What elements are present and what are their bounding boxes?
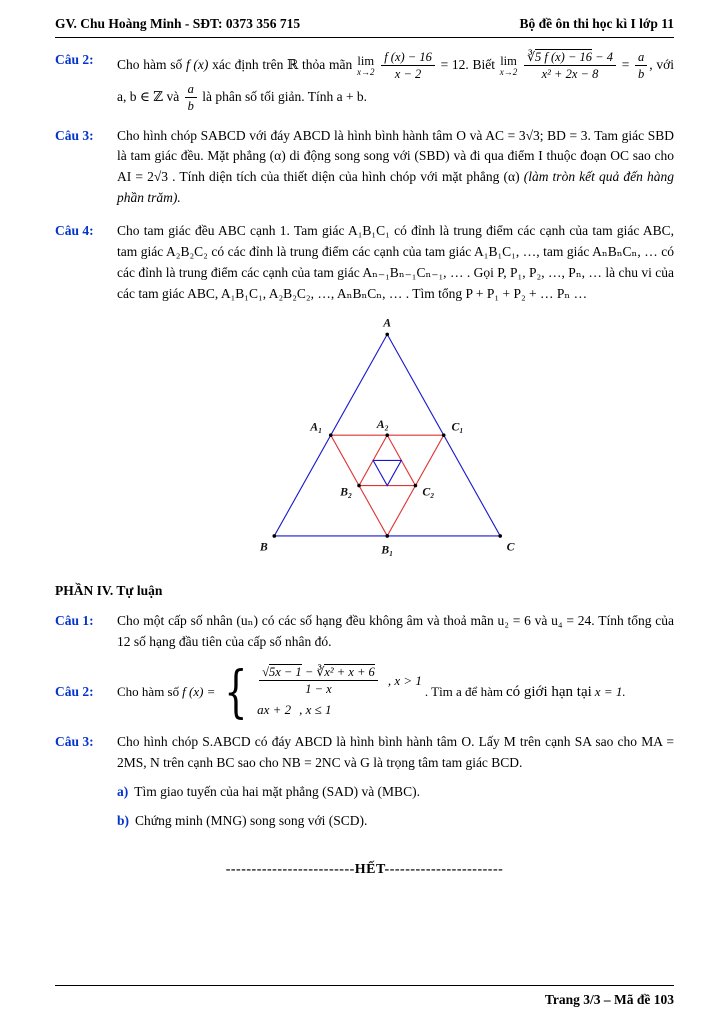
text-run: . Tìm a để hàm xyxy=(424,684,503,700)
figure-label-B2: B₂ xyxy=(340,484,353,499)
limit-operator xyxy=(500,55,518,78)
figure-label-C1: C₁ xyxy=(451,419,464,434)
radicand: 5 f (x) − 16 xyxy=(534,50,593,64)
text-run: là phân số tối giản. Tính a + b. xyxy=(202,88,368,104)
fraction-ab xyxy=(185,82,197,114)
piecewise-rows xyxy=(257,665,422,720)
piecewise-line xyxy=(117,659,674,725)
vertex-dot-B xyxy=(272,534,276,538)
figure-label-A2: A₂ xyxy=(376,417,389,432)
fraction-numerator: f (x) − 16 xyxy=(381,50,435,66)
fraction-numerator xyxy=(259,665,378,681)
vertex-dot-A1 xyxy=(329,433,333,437)
nested-triangles-svg xyxy=(243,317,528,560)
triangle-figure xyxy=(55,317,674,565)
section-heading-part4: PHẦN IV. Tự luận xyxy=(55,583,163,599)
radicand: 5x − 1 xyxy=(268,665,302,679)
fraction-numerator xyxy=(524,50,616,66)
piecewise-condition: , x > 1 xyxy=(387,672,422,688)
figure-label-B1: B₁ xyxy=(381,542,394,557)
sqrt-sign: √ xyxy=(262,665,269,679)
subquestion-label-a: a) xyxy=(117,783,129,799)
piecewise-brace: { xyxy=(224,659,248,725)
text-run: Cho hình chóp SABCD với đáy ABCD là hình bình hành tâm O và AC = 3√3; BD = 3. Tam giác SBD là tam giác đều. Mặt phẳng (α) di động song song với (SBD) và đi qua điểm I thuộc đoạn OC sao cho AI = 2√3 . Tính diện tích của thiết diện của hình chóp với mặt phẳng (α) xyxy=(117,127,674,185)
vertex-dot-B2 xyxy=(357,484,361,488)
lim-word: lim xyxy=(500,53,517,68)
question-label: Câu 4: xyxy=(55,223,94,239)
piecewise-expression: ax + 2 xyxy=(257,701,292,717)
fraction-denominator: 1 − x xyxy=(305,682,332,697)
question-body xyxy=(117,732,674,832)
figure-label-B: B xyxy=(259,539,268,554)
fraction-numerator: a xyxy=(185,82,197,98)
question-body xyxy=(117,659,674,725)
page-footer xyxy=(55,985,674,1008)
question-3-part4 xyxy=(55,732,674,832)
cube-root-sign: ∛ xyxy=(527,50,535,64)
piecewise-row-1 xyxy=(257,665,422,697)
text-run: Cho hàm số xyxy=(117,56,183,72)
minus-term: − 4 xyxy=(595,50,613,64)
question-body xyxy=(117,50,674,114)
fraction-numerator: a xyxy=(635,50,647,66)
page-number: Trang 3/3 – Mã đề 103 xyxy=(544,992,674,1007)
vertex-dot-A xyxy=(385,332,389,336)
math-x-equals-1: x = 1. xyxy=(594,684,626,700)
figure-label-C: C xyxy=(506,539,515,554)
text-run: Cho hình chóp S.ABCD có đáy ABCD là hình bình hành tâm O. Lấy M trên cạnh SA sao cho MA = 2MS, N trên cạnh BC sao cho NB = 2NC và G là trọng tâm tam giác BCD. xyxy=(117,733,674,770)
subquestion-label-b: b) xyxy=(117,812,130,828)
vertex-dot-C2 xyxy=(414,484,418,488)
fraction-denominator: x − 2 xyxy=(394,67,422,82)
question-label: Câu 3: xyxy=(55,733,94,749)
equals-value: = 12. xyxy=(440,56,469,72)
text-run: Cho một cấp số nhân (uₙ) có các số hạng đều không âm và thoả mãn u₂ = 6 và u₄ = 24. Tính tổng của 12 số hạng đầu tiên của cấp số nhân đó. xyxy=(117,613,674,650)
limit-operator xyxy=(357,55,375,78)
question-label: Câu 1: xyxy=(55,613,94,629)
radicand: x² + x + 6 xyxy=(324,665,375,679)
question-label: Câu 2: xyxy=(55,52,94,67)
lim-subscript: x→2 xyxy=(499,67,518,78)
fraction-1 xyxy=(381,50,435,82)
figure-label-C2: C₂ xyxy=(422,484,435,499)
subquestion-b xyxy=(117,811,674,832)
question-body xyxy=(117,611,674,653)
question-4-part3 xyxy=(55,221,674,305)
text-run: Tìm giao tuyến của hai mặt phẳng (SAD) và (MBC). xyxy=(134,783,420,799)
math-fx: f (x) xyxy=(185,56,209,72)
fraction-denominator: b xyxy=(187,99,194,114)
lim-subscript: x→2 xyxy=(356,67,375,78)
fraction xyxy=(259,665,378,697)
minus-sign: − xyxy=(304,665,314,679)
piecewise-condition: , x ≤ 1 xyxy=(299,701,332,717)
text-run-large: có giới hạn tại xyxy=(505,683,592,700)
fraction-ab xyxy=(635,50,647,82)
piecewise-row-2 xyxy=(257,700,422,720)
question-body xyxy=(117,221,674,305)
vertex-dot-A2 xyxy=(385,433,389,437)
text-run: , với a, b ∈ ℤ và xyxy=(117,56,675,104)
figure-label-A: A xyxy=(383,316,392,330)
subquestion-a xyxy=(117,782,674,803)
fraction-denominator: x² + 2x − 8 xyxy=(541,67,599,82)
cube-root-sign: ∛ xyxy=(316,665,325,679)
question-3-part3 xyxy=(55,126,674,210)
end-marker: -------------------------HẾT----------------------- xyxy=(225,861,504,877)
triangle-inner xyxy=(373,460,401,485)
italic-note: (làm tròn kết quả đến hàng phần trăm). xyxy=(117,169,674,206)
question-2-part3 xyxy=(55,50,674,114)
equals-sign: = xyxy=(621,56,630,72)
header-doc-title: Bộ đề ôn thi học kì I lớp 11 xyxy=(519,16,674,31)
lim-word: lim xyxy=(357,53,375,68)
math-fx-equals: f (x) = xyxy=(182,684,216,700)
text-run: Cho tam giác đều ABC cạnh 1. Tam giác A₁B₁C₁ có đỉnh là trung điểm các cạnh của tam giác ABC, tam giác A₂B₂C₂ có các đỉnh là trung điểm các cạnh của tam giác A₁B₁C₁, …, tam giác AₙBₙCₙ, … có các đỉnh là trung điểm các cạnh của tam giác Aₙ₋₁Bₙ₋₁Cₙ₋₁, … . Gọi P, P₁, P₂, …, Pₙ, … là chu vi của các tam giác ABC, A₁B₁C₁, A₂B₂C₂, …, AₙBₙCₙ, … . Tìm tổng P + P₁ + P₂ + … Pₙ … xyxy=(117,223,674,301)
vertex-dot-B1 xyxy=(385,534,389,538)
question-1-part4 xyxy=(55,611,674,653)
figure-label-A1: A₁ xyxy=(310,419,323,434)
text-run: Cho hàm số xyxy=(117,684,180,700)
text-run: xác định trên ℝ thỏa mãn xyxy=(212,56,353,72)
text-run: Biết xyxy=(472,56,496,72)
page-header xyxy=(55,16,674,38)
text-run: Chứng minh (MNG) song song với (SCD). xyxy=(135,812,368,828)
fraction-denominator: b xyxy=(638,67,645,82)
header-teacher-info: GV. Chu Hoàng Minh - SĐT: 0373 356 715 xyxy=(55,16,301,31)
vertex-dot-C xyxy=(498,534,502,538)
fraction-2 xyxy=(524,50,616,82)
question-label: Câu 3: xyxy=(55,127,94,143)
question-body xyxy=(117,126,674,210)
question-label: Câu 2: xyxy=(55,683,94,699)
vertex-dot-C1 xyxy=(442,433,446,437)
question-2-part4 xyxy=(55,659,674,725)
